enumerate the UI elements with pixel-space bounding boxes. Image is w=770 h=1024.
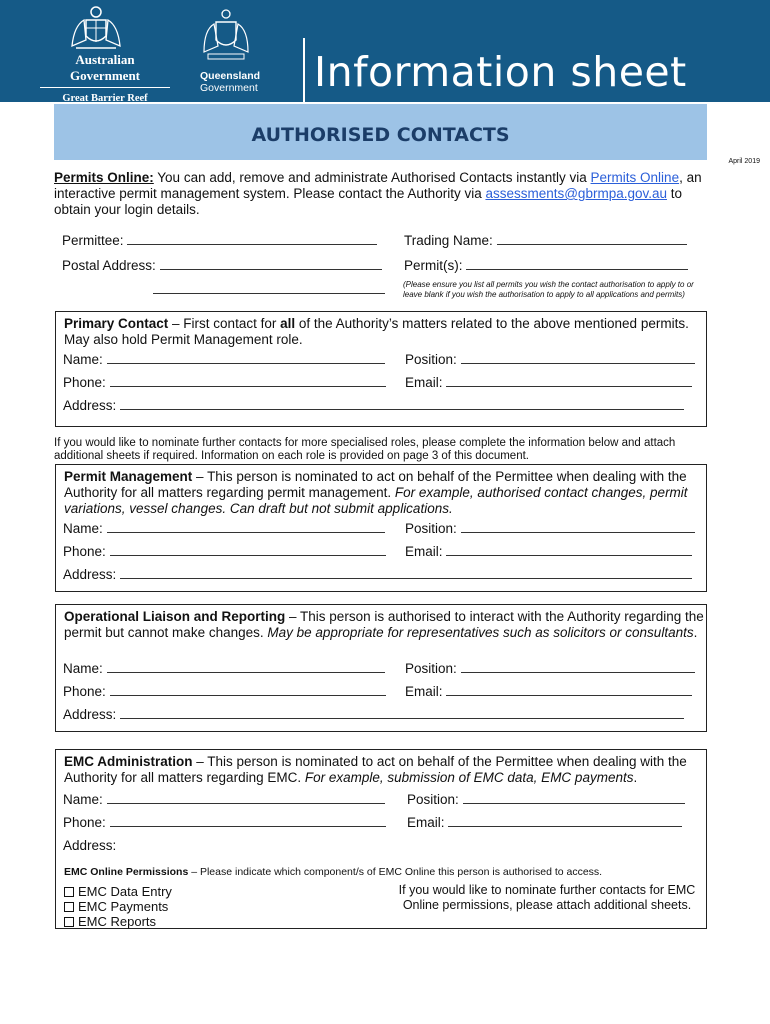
pm-phone-field[interactable] <box>110 555 386 556</box>
permittee-row <box>62 233 377 248</box>
phone-label: Phone: <box>63 684 106 699</box>
emc-reports-label: EMC Reports <box>78 914 157 929</box>
ol-address-row <box>63 707 684 722</box>
permit-management-box <box>55 464 707 592</box>
pm-email-row <box>405 544 692 559</box>
postal-address-field-2[interactable] <box>153 293 385 294</box>
pm-name-field[interactable] <box>107 532 385 533</box>
emc-reports-checkbox[interactable] <box>64 914 156 929</box>
primary-desc-2: of the Authority’s matters related to the above mentioned permits. May also hold Permit Management role. <box>64 316 689 347</box>
ol-email-field[interactable] <box>446 695 692 696</box>
pm-phone-row <box>63 544 386 559</box>
gbrmpa-line-1: Great Barrier Reef <box>62 93 148 104</box>
permit-mgmt-desc: – This person is nominated to act on behalf of the Permittee when dealing with the Authority for all matters regarding permit management. <box>64 469 687 500</box>
primary-position-row <box>405 352 695 367</box>
coat-of-arms-icon <box>68 6 124 52</box>
emc-administration-box <box>55 749 707 929</box>
emc-administration-role: EMC Administration <box>64 754 193 769</box>
pm-position-row <box>405 521 695 536</box>
ol-name-row <box>63 661 385 676</box>
name-label: Name: <box>63 792 103 807</box>
header-banner <box>0 0 770 102</box>
checkbox-icon[interactable] <box>64 902 74 912</box>
permit-management-role: Permit Management <box>64 469 193 484</box>
address-label: Address: <box>63 398 117 413</box>
primary-position-field[interactable] <box>461 363 695 364</box>
primary-address-row <box>63 398 684 413</box>
title-band <box>54 104 707 160</box>
qld-line-2: Government <box>200 82 258 94</box>
emc-position-row <box>407 792 685 807</box>
ol-email-row <box>405 684 692 699</box>
ol-phone-field[interactable] <box>110 695 386 696</box>
permits-note: (Please ensure you list all permits you wish the contact authorisation to apply to or leave blank if you wish the authorisation to apply to all applications and permits) <box>403 280 694 299</box>
postal-address-field[interactable] <box>160 269 382 270</box>
address-label: Address: <box>63 838 117 853</box>
sheet-title: Information sheet <box>314 48 687 96</box>
trading-name-field[interactable] <box>497 244 687 245</box>
pm-address-field[interactable] <box>120 578 692 579</box>
email-label: Email: <box>405 544 443 559</box>
permittee-label: Permittee: <box>62 233 124 248</box>
intro-lead: Permits Online: <box>54 170 154 185</box>
operational-liaison-description <box>64 609 704 641</box>
liaison-example: May be appropriate for representatives such as solicitors or consultants <box>267 625 694 640</box>
permit-mgmt-example: For example, authorised contact changes, permit variations, vessel changes. Can draft but not submit applications. <box>64 485 688 516</box>
emc-administration-description <box>64 754 704 786</box>
intro-text-2: , an interactive permit management system. Please contact the Authority via <box>54 170 702 201</box>
position-label: Position: <box>405 521 457 536</box>
position-label: Position: <box>407 792 459 807</box>
aus-gov-name: Australian Government <box>40 52 170 88</box>
emc-data-entry-label: EMC Data Entry <box>78 884 172 899</box>
assessments-email-link[interactable]: assessments@gbrmpa.gov.au <box>485 186 667 201</box>
trading-name-row <box>404 233 687 248</box>
name-label: Name: <box>63 661 103 676</box>
qld-gov-logo-text <box>200 70 270 94</box>
position-label: Position: <box>405 661 457 676</box>
emc-payments-checkbox[interactable] <box>64 899 168 914</box>
ol-position-field[interactable] <box>461 672 695 673</box>
emc-perm-title: EMC Online Permissions <box>64 866 189 878</box>
header-divider <box>303 38 305 102</box>
primary-email-row <box>405 375 692 390</box>
emc-desc: – This person is nominated to act on behalf of the Permittee when dealing with the Authority for all matters regarding EMC. <box>64 754 687 785</box>
document-title: AUTHORISED CONTACTS <box>251 124 510 146</box>
emc-end: . <box>633 770 638 785</box>
postal-address-row-2 <box>153 282 385 297</box>
emc-further-contacts-note: If you would like to nominate further contacts for EMC Online permissions, please attach additional sheets. <box>398 883 696 912</box>
emc-email-field[interactable] <box>448 826 682 827</box>
emc-name-field[interactable] <box>107 803 385 804</box>
ol-address-field[interactable] <box>120 718 684 719</box>
primary-phone-row <box>63 375 386 390</box>
emc-example: For example, submission of EMC data, EMC payments <box>304 770 634 785</box>
primary-name-row <box>63 352 385 367</box>
intro-paragraph <box>54 170 714 218</box>
emc-data-entry-checkbox[interactable] <box>64 884 172 899</box>
pm-email-field[interactable] <box>446 555 692 556</box>
emc-online-permissions <box>64 866 602 878</box>
phone-label: Phone: <box>63 815 106 830</box>
emc-payments-label: EMC Payments <box>78 899 169 914</box>
primary-contact-box <box>55 311 707 427</box>
position-label: Position: <box>405 352 457 367</box>
primary-contact-role: Primary Contact <box>64 316 169 331</box>
permits-row <box>404 258 688 273</box>
operational-liaison-box <box>55 604 707 732</box>
primary-phone-field[interactable] <box>110 386 386 387</box>
name-label: Name: <box>63 521 103 536</box>
ol-position-row <box>405 661 695 676</box>
emc-position-field[interactable] <box>463 803 685 804</box>
phone-label: Phone: <box>63 544 106 559</box>
postal-address-label: Postal Address: <box>62 258 156 273</box>
name-label: Name: <box>63 352 103 367</box>
emc-email-row <box>407 815 682 830</box>
ol-name-field[interactable] <box>107 672 385 673</box>
emc-phone-row <box>63 815 386 830</box>
ol-phone-row <box>63 684 386 699</box>
qld-line-1: Queensland <box>200 70 261 82</box>
emc-perm-text: – Please indicate which component/s of EMC Online this person is authorised to access. <box>188 866 603 878</box>
pm-name-row <box>63 521 385 536</box>
email-label: Email: <box>407 815 445 830</box>
trading-name-label: Trading Name: <box>404 233 493 248</box>
address-label: Address: <box>63 567 117 582</box>
emc-address-row <box>63 838 116 853</box>
operational-liaison-role: Operational Liaison and Reporting <box>64 609 286 624</box>
primary-address-field[interactable] <box>120 409 684 410</box>
phone-label: Phone: <box>63 375 106 390</box>
permits-label: Permit(s): <box>404 258 463 273</box>
primary-email-field[interactable] <box>446 386 692 387</box>
permits-online-link[interactable]: Permits Online <box>590 170 680 185</box>
address-label: Address: <box>63 707 117 722</box>
liaison-end: . <box>693 625 698 640</box>
further-contacts-note: If you would like to nominate further contacts for more specialised roles, please complete the information below and attach additional sheets if required. Information on each role is provided on page 3 of this document. <box>54 437 676 462</box>
emc-phone-field[interactable] <box>110 826 386 827</box>
permittee-field[interactable] <box>127 244 377 245</box>
intro-text-1: You can add, remove and administrate Authorised Contacts instantly via <box>153 170 591 185</box>
primary-all: all <box>280 316 296 331</box>
pm-address-row <box>63 567 692 582</box>
email-label: Email: <box>405 375 443 390</box>
qld-crest-icon <box>200 8 252 70</box>
email-label: Email: <box>405 684 443 699</box>
document-date: April 2019 <box>728 158 760 165</box>
primary-name-field[interactable] <box>107 363 385 364</box>
postal-address-row <box>62 258 382 273</box>
emc-name-row <box>63 792 385 807</box>
primary-desc-1: – First contact for <box>168 316 281 331</box>
intro-text-3: to obtain your login details. <box>54 186 683 217</box>
checkbox-icon[interactable] <box>64 887 74 897</box>
liaison-desc: – This person is authorised to interact with the Authority regarding the permit but cannot make changes. <box>64 609 704 640</box>
permits-field[interactable] <box>466 269 688 270</box>
pm-position-field[interactable] <box>461 532 695 533</box>
primary-contact-description <box>64 316 704 348</box>
permit-management-description <box>64 469 704 517</box>
checkbox-icon[interactable] <box>64 917 74 927</box>
